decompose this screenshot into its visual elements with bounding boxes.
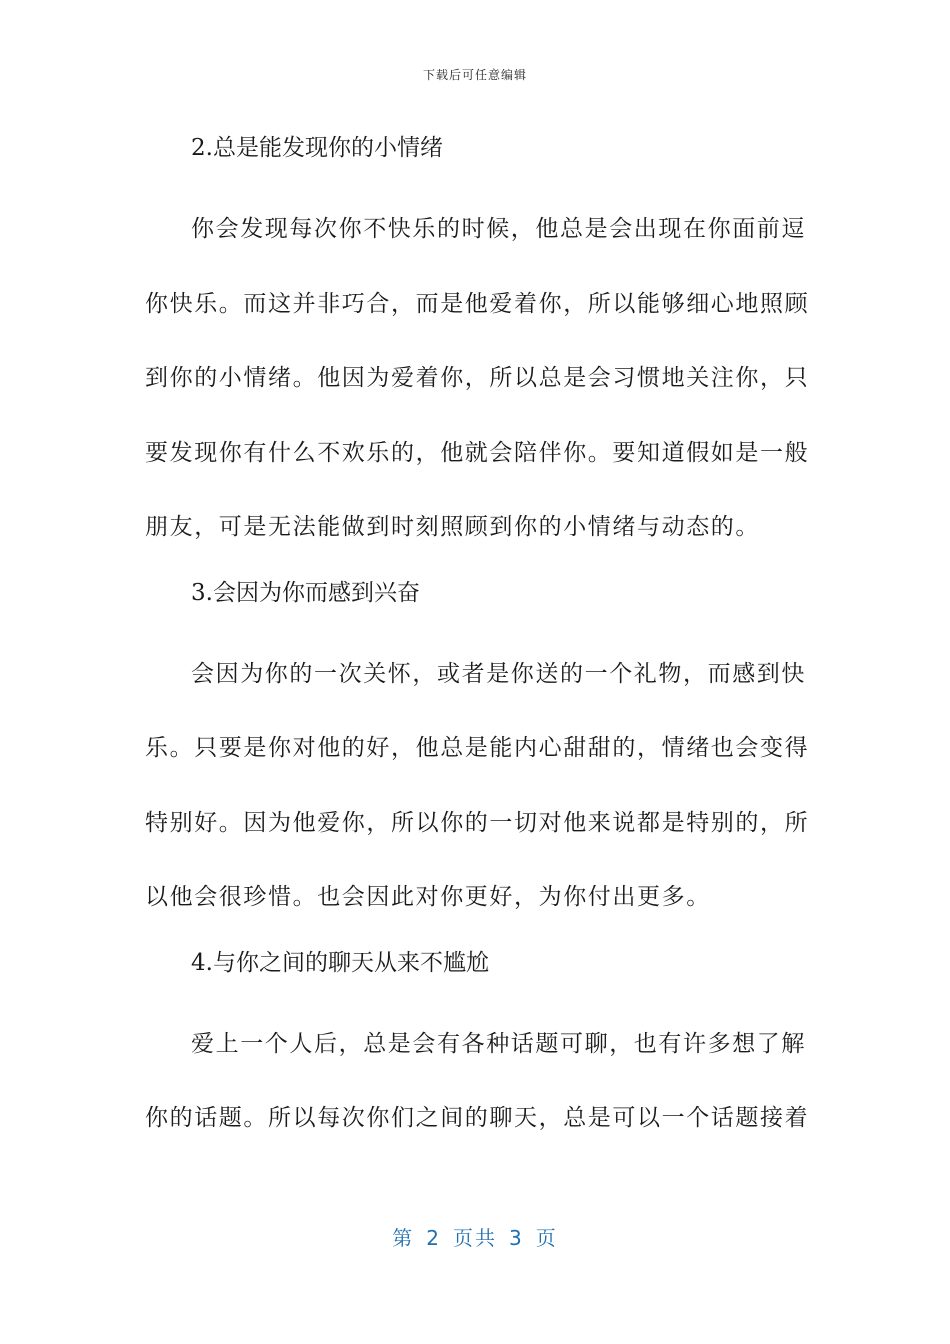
footer-suffix: 页 (535, 1226, 558, 1250)
document-body (145, 120, 810, 1156)
paragraph-line: 你的话题。所以每次你们之间的聊天，总是可以一个话题接着 (145, 1105, 810, 1131)
paragraph-line: 爱上一个人后，总是会有各种话题可聊，也有许多想了解 (191, 1030, 806, 1057)
footer-middle: 页共 (453, 1226, 497, 1250)
page-footer (0, 1222, 950, 1251)
paragraph (145, 192, 810, 565)
paragraph-line: 以他会很珍惜。也会因此对你更好，为你付出更多。 (145, 884, 711, 910)
paragraph-line: 你快乐。而这并非巧合，而是他爱着你，所以能够细心地照顾 (145, 290, 810, 317)
paragraph-line: 会因为你的一次关怀，或者是你送的一个礼物，而感到快 (191, 660, 806, 687)
paragraph (145, 637, 810, 935)
footer-current-page: 2 (426, 1226, 441, 1250)
footer-prefix: 第 (392, 1226, 415, 1250)
paragraph-line: 朋友，可是无法能做到时刻照顾到你的小情绪与动态的。 (145, 514, 760, 540)
paragraph-line: 特别好。因为他爱你，所以你的一切对他来说都是特别的，所 (145, 809, 810, 836)
header-note: 下载后可任意编辑 (422, 68, 527, 82)
section-heading: 4.与你之间的聊天从来不尴尬 (191, 949, 489, 976)
paragraph-line: 到你的小情绪。他因为爱着你，所以总是会习惯地关注你，只 (145, 365, 810, 391)
paragraph (145, 1007, 810, 1156)
section-heading: 2.总是能发现你的小情绪 (191, 135, 443, 161)
paragraph-line: 你会发现每次你不快乐的时候，他总是会出现在你面前逗 (191, 216, 806, 242)
footer-total-pages: 3 (509, 1226, 524, 1250)
paragraph-line: 乐。只要是你对他的好，他总是能内心甜甜的，情绪也会变得 (145, 735, 810, 761)
section-heading: 3.会因为你而感到兴奋 (191, 579, 420, 606)
paragraph-line: 要发现你有什么不欢乐的，他就会陪伴你。要知道假如是一般 (145, 439, 810, 466)
